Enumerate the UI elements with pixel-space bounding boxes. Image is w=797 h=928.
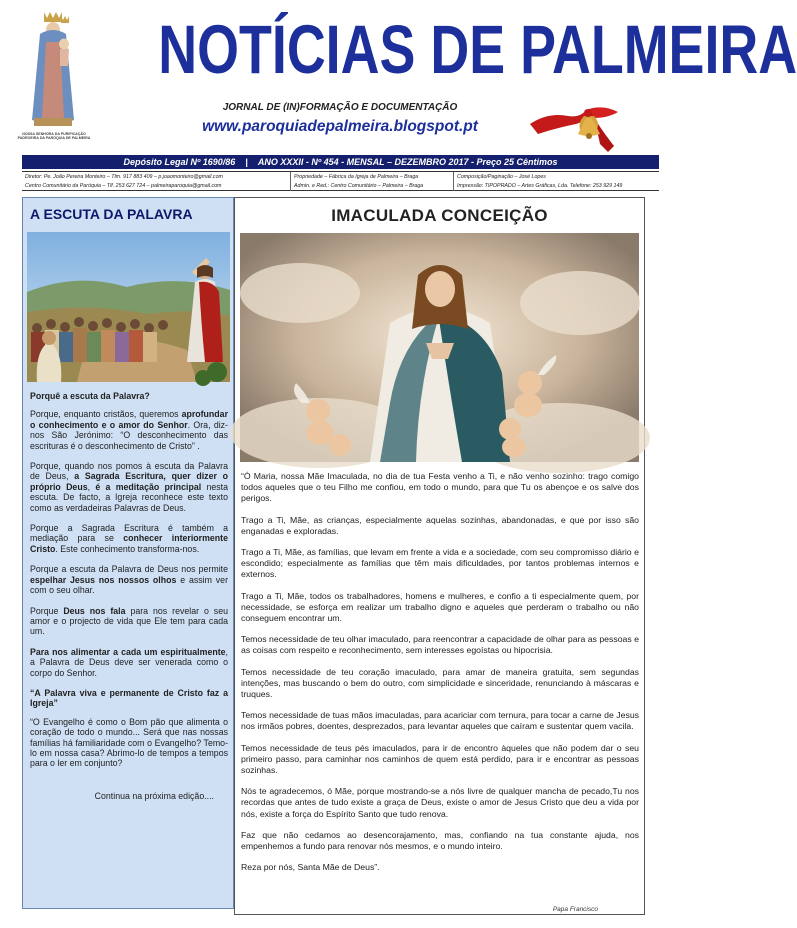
left-paragraph-3: Porque a Sagrada Escritura é também a mediação para se conhecer interiormente Cristo. Este conhecimento transforma-nos. (30, 523, 228, 554)
left-paragraph-5: Porque Deus nos fala para nos revelar o seu amor e o projecto de vida que Ele tem para cada um. (30, 605, 228, 637)
legal-deposit: Depósito Legal Nº 1690/86 (123, 157, 236, 167)
prayer-paragraph: Temos necessidade de teu coração imaculado, para amar de maneira gratuita, sem segundas intenções, mas buscando o bem do outro, com simplicidade e sinceridade, renunciando à máscaras e truques. (241, 666, 639, 700)
credits-admin: Admin. e Red.: Centro Comunitário – Palmeira – Braga (294, 182, 424, 189)
credits-centro: Centro Comunitário da Paróquia – Tlf. 253 627 724 – palmeiraparoquia@gmail.com (25, 182, 222, 189)
left-paragraph-1: Porque, enquanto cristãos, queremos aprofundar o conhecimento e o amor do Senhor. Ora, diz-nos São Jerónimo: “O desconhecimento das escrituras é o desconhecimento de Cristo” . (30, 409, 228, 451)
prayer-paragraph: Temos necessidade de tuas mãos imaculadas, para acariciar com ternura, para tocar a carne de Jesus nos irmãos pobres, doentes, desprezados, para levantar aqueles que caíram e sustentar quem vacila. (241, 710, 639, 732)
blog-url[interactable]: www.paroquiadepalmeira.blogspot.pt (202, 118, 478, 135)
prayer-paragraph: Trago a Ti, Mãe, as crianças, especialmente aquelas sozinhas, abandonadas, e que por isso são enganadas e exploradas. (241, 514, 639, 536)
right-article-body (241, 471, 639, 883)
prayer-paragraph: Reza por nós, Santa Mãe de Deus”. (241, 862, 380, 873)
credits-strip (22, 171, 659, 191)
left-question-1: Porquê a escuta da Palavra? (30, 391, 150, 401)
credits-impressao: Impressão: TIPOPRADO – Artes Gráficas, Lda. Telefone: 253 929 149 (457, 182, 623, 189)
right-article-title: IMACULADA CONCEIÇÃO (331, 206, 548, 225)
prayer-paragraph: “Ó Maria, nossa Mãe Imaculada, no dia de tua Festa venho a Ti, e não venho sozinho: trago comigo todos aqueles que o teu Filho me confiou, em todo o mundo, para que Tu os abençoe e os salve dos perigos. (241, 471, 639, 504)
madonna-caption (14, 132, 94, 141)
left-question-2: “A Palavra viva e permanente de Cristo faz a Igreja” (30, 687, 228, 709)
immaculate-conception-painting (240, 233, 639, 462)
left-paragraph-6: Para nos alimentar a cada um espiritualmente, a Palavra de Deus deve ser venerada como o corpo do Senhor. (30, 646, 228, 678)
sermon-on-the-mount-image (27, 232, 230, 382)
prayer-paragraph: Trago a Ti, Mãe, todos os trabalhadores, homens e mulheres, e confio a ti especialmente quem, por necessidade, se esforça em realizar um trabalho digno e aqueles que perderam o trabalho ou não conseguem encontrar um. (241, 590, 639, 624)
prayer-paragraph: Temos necessidade de teu olhar imaculado, para reencontrar a capacidade de olhar para as pessoas e as coisas com respeito e reconhecimento, sem interesses egoístas ou hipocrisia. (241, 634, 639, 656)
left-column-panel (22, 197, 234, 909)
prayer-paragraph: Trago a Ti, Mãe, as famílias, que levam em frente a vida e a sociedade, com seu compromisso diário e escondido; especialmente as famílias que têm mais dificuldades, por tantos problemas internos e externos. (241, 547, 639, 580)
left-article-title: A ESCUTA DA PALAVRA (30, 206, 193, 222)
credits-director-block (22, 172, 290, 191)
madonna-statue-image (22, 8, 84, 130)
madonna-caption-line-2: PADROEIRA DA PARÓQUIA DE PALMEIRA (17, 136, 91, 141)
left-paragraph-7: “O Evangelho é como o Bom pão que alimenta o coração de todo o mundo... Será que nas nossas famílias há familiaridade com o Evangelho? Temo-lo em nossa casa? Abrimo-lo de tempos a tempos para o ler em conjunto? (30, 716, 228, 769)
prayer-paragraph: Faz que não cedamos ao desencorajamento, mas, confiando na tua constante ajuda, nos empenhemos a fundo para renovar nós mesmos, e o mundo inteiro. (241, 829, 639, 852)
left-article-body (30, 391, 228, 801)
left-paragraph-4: Porque a escuta da Palavra de Deus nos permite espelhar Jesus nos nossos olhos e assim ver com o seu olhar. (30, 564, 228, 596)
madonna-caption-line-1: NOSSA SENHORA DA PURIFICAÇÃO (22, 132, 86, 136)
christmas-bell-icon (528, 94, 624, 156)
credits-composicao: Composição/Paginação – José Lopes (457, 174, 546, 180)
right-column-panel (234, 197, 645, 915)
newspaper-subtitle: JORNAL DE (IN)FORMAÇÃO E DOCUMENTAÇÃO (222, 102, 458, 113)
credits-property-block (290, 172, 453, 191)
newspaper-title: NOTÍCIAS DE PALMEIRA (158, 11, 797, 88)
credits-print-block (453, 172, 659, 191)
issue-details: ANO XXXII - Nº 454 - MENSAL – DEZEMBRO 2017 - Preço 25 Cêntimos (257, 157, 558, 167)
continued-next-edition: Continua na próxima edição.... (94, 790, 214, 801)
credits-propriedade: Propriedade – Fábrica da Igreja de Palmeira – Braga (294, 174, 419, 180)
prayer-paragraph: Temos necessidade de teus pés imaculados, para ir de encontro àqueles que não podem dar o seu primeiro passo, para caminhar nos caminhos de quem está perdido, para ir e encontrar as pessoas sozinhas. (241, 742, 639, 776)
infobar-separator: | (245, 157, 248, 167)
author-signature: Papa Francisco (552, 906, 598, 913)
credits-director: Diretor: Pe. João Pereira Monteiro – Tlm. 917 883 409 – p.joaomonteiro@gmail.com (25, 174, 223, 180)
issue-info-bar (22, 155, 659, 169)
prayer-paragraph: Nós te agradecemos, ó Mãe, porque mostrando-se a nós livre de qualquer mancha de pecado,Tu nos recordas que antes de tudo existe a graça de Deus, existe o amor de Jesus Cristo que deu a vida por nós, existe a força do Espírito Santo que tudo renova. (241, 786, 639, 819)
left-paragraph-2: Porque, quando nos pomos à escuta da Palavra de Deus, a Sagrada Escritura, quer dizer o próprio Deus, é a meditação principal nesta escuta. De facto, a Igreja reconhece este texto como as verdadeiras Palavras de Deus. (30, 461, 229, 513)
